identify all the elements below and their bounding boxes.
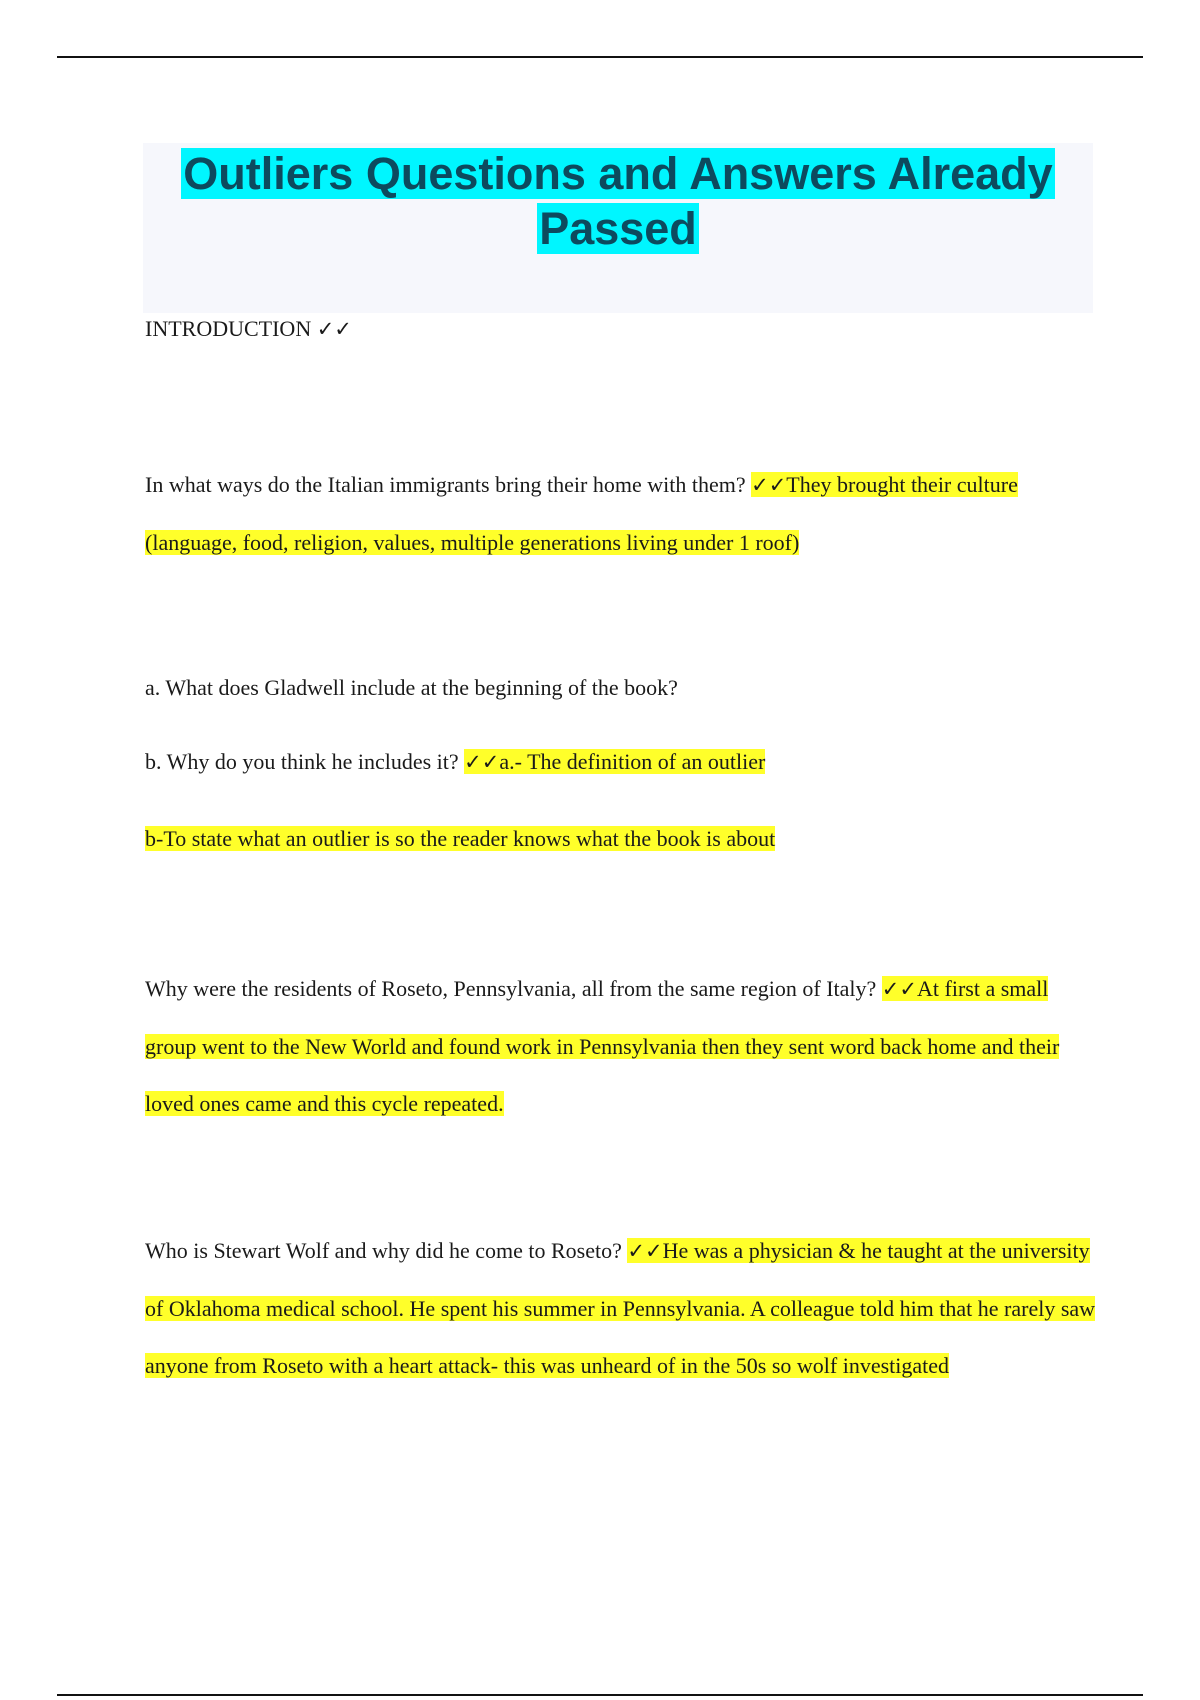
double-check-icon: ✓✓	[316, 317, 352, 341]
qa-item-2	[145, 745, 1100, 779]
header-rule	[57, 56, 1143, 58]
title-line-1: Outliers Questions and Answers Already	[183, 148, 1053, 199]
question-1: In what ways do the Italian immigrants bring their home with them?	[145, 472, 752, 497]
double-check-icon: ✓✓	[881, 977, 917, 1001]
answer-3: At first a small group went to the New World and found work in Pennsylvania then they sent word back home and their loved ones came and this cycle repeated.	[145, 976, 1060, 1116]
qa-item-3	[145, 960, 1100, 1132]
question-4: Who is Stewart Wolf and why did he come to Roseto?	[145, 1238, 628, 1263]
answer-4: He was a physician & he taught at the university of Oklahoma medical school. He spent his summer in Pennsylvania. A colleague told him that he rarely saw anyone from Roseto with a heart attack- this was unheard of in the 50s so wolf investigated	[145, 1238, 1096, 1378]
question-3: Why were the residents of Roseto, Pennsylvania, all from the same region of Italy?	[145, 976, 882, 1001]
qa-item-1	[145, 456, 1100, 571]
double-check-icon: ✓✓	[751, 473, 787, 497]
introduction-heading	[145, 315, 1100, 343]
introduction-label: INTRODUCTION	[145, 316, 312, 341]
answer-2b: b-To state what an outlier is so the reader knows what the book is about	[145, 826, 776, 851]
answer-2a: a.- The definition of an outlier	[499, 749, 766, 774]
title-line-2: Passed	[539, 203, 697, 254]
answer-2b-line	[145, 822, 1100, 856]
question-2b: b. Why do you think he includes it?	[145, 749, 465, 774]
footer-rule	[57, 1694, 1143, 1696]
document-title	[143, 143, 1093, 256]
double-check-icon: ✓✓	[464, 750, 500, 774]
answer-2a-highlight	[464, 749, 765, 774]
title-block	[143, 143, 1093, 313]
double-check-icon: ✓✓	[627, 1239, 663, 1263]
question-2a	[145, 671, 1100, 705]
qa-item-4	[145, 1222, 1100, 1394]
answer-1: They brought their culture (language, food, religion, values, multiple generations living under 1 roof)	[145, 472, 1018, 555]
question-2a-text: a. What does Gladwell include at the beginning of the book?	[145, 675, 678, 700]
